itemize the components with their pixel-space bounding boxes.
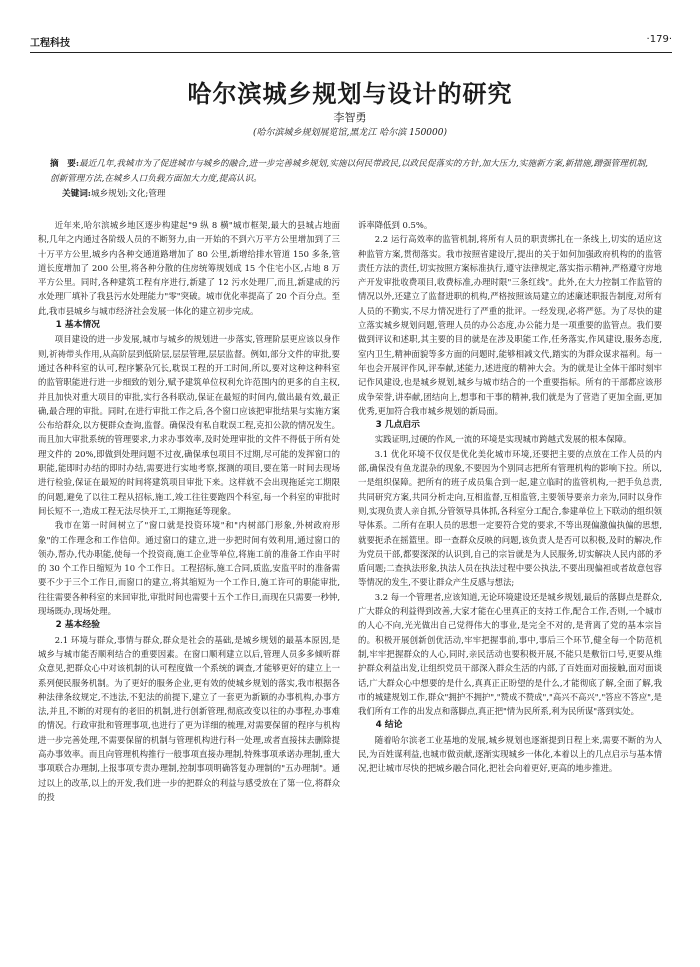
author: 李智勇 [333, 111, 367, 124]
right-column [358, 218, 662, 958]
running-header [30, 34, 672, 48]
body-paragraph: 我市在第一时间树立了"窗口就是投资环境"和"内树部门形象,外树政府形象"的工作理念和工作信仰。通过窗口的建立,进一步把时间有效利用,通过窗口的领办,帮办,代办职能,使每一个投资商,施工企业等单位,将施工前的准备工作由平时的 30 个工作日缩短为 10 个工作日。工程招标,施工合同,质监,安监平时的准备需要不少于三个工作日,而窗口的建立,将其缩短为一个工作日,施工许可的职能审批,往往需要各种科室的来回审批,审批时间也需要十五个工作日,而现在只需要一秒钟,现场既办,现场处理。 [38, 520, 340, 617]
section-heading: 2 基本经验 [55, 620, 100, 631]
body-paragraph: 近年来,哈尔滨城乡地区逐步构建起"9 纵 8 横"城市框架,最大的县城占地面积,几年之内通过各阶级人员的不断努力,由一开始的不到六万平方公里增加到了三十万平方公里,城乡内各种交通道路增加了 80 公里,新增给排水管道 150 多条,管道长度增加了 200 公里,将各种分散的住房统筹规划成 15 个住宅小区,占地 8 万平方公里。同时,各种建筑工程有序进行,新建了 12 污水处理厂,而且,新建成的污水处理厂填补了我县污水处理能力"零"突破。城市优化率提高了 20 个百分点。至此,我市县城乡与城市经济社会发展一体化的建立初步完成。 [38, 220, 340, 316]
abstract-label: 摘 要: [50, 159, 80, 169]
keywords-label: 关键词: [62, 189, 91, 199]
body-paragraph: 诉率降低到 0.5%。 [358, 220, 433, 230]
body-paragraph: 3.1 优化环境不仅仅是优化美化城市环境,还要把主要的点放在工作人员的内部,确保没有鱼龙混杂的现象,不要因为个别同志把所有管理机构的影响下拉。所以,一是组织保障。把所有的班子成员集合到一起,建立临时的监管机构,一把手负总责,共同研究方案,共同分析走向,互相监督,互相监管,主要领导要亲力亲为,同时以身作则,实现负责人亲自抓,分管领导具体抓,各科室分工配合,参建单位上下联动的组织领导体系。二所有在职人员的思想一定要符合党的要求,不等出现偏激偏执偏的思想,就要扼杀在摇篮里。即一查群众反映的问题,该负责人是否可以积极,及时的解决,作为党员干部,都要深深的认识到,自己的宗旨就是为人民服务,切实解决人民内部的矛盾问题;二查执法形象,执法人员在执法过程中要公执法,不要出现偏袒或者故意包容等情况的发生,不要让群众产生反感与想法; [358, 448, 662, 588]
page-number: ·179· [646, 34, 672, 45]
body-paragraph: 3.2 每一个管理者,应该知道,无论环境建设还是城乡规划,最后的落脚点是群众,广大群众的利益得到改善,大家才能在心里真正的支持工作,配合工作,否则,一个城市的人心不向,光光做出自己觉得伟大的事业,是完全不对的,是背离了党的基本宗旨的。积极开展创新创优活动,牢牢把握事前,事中,事后三个环节,健全每一个防范机制,牢牢把握群众的人心,同时,亲民活动也要积极开展,不能只是敷衍口号,更要从维护群众利益出发,让组织党员干部深入群众生活的内部,了百姓面对面接触,面对面谈话,广大群众心中想要的是什么,真真正正盼望的是什么,才能彻底了解,全面了解,我市的城建规划工作,群众"拥护不拥护","赞成不赞成","高兴不高兴","答应不答应",是我们所有工作的出发点和落脚点,真正把"情为民所系,利为民所谋"落到实处。 [358, 591, 662, 717]
section-heading: 1 基本情况 [55, 320, 100, 331]
journal-name: 工程科技 [30, 38, 70, 49]
left-column [38, 218, 340, 958]
body-paragraph: 2.1 环境与群众,事情与群众,群众是社会的基础,是城乡规划的最基本原因,是城乡与城市能否顺利结合的重要因素。在窗口顺利建立以后,管理人员多多倾听群众意见,把群众心中对该机制的认可程度做一个系统的调查,才能够更好的建立上一系列便民服务机制。为了更好的服务企业,更有效的使城乡规划的落实,我市根据各种法律条纹规定,不违法,不犯法的前提下,建立了一套更为新颖的办事机构,办事方法,并且,不断的对现有的老旧的机制,进行创新管理,彻底改变以往的办事程,办事难的情况。行政审批和管理事项,也进行了更为详细的梳理,对需要保留的程序与机构进一步完善处理,不需要保留的机制与管理机构进行科一处理,或者直接抹去删除提高办事效率。而且向管理机构推行一般事项直接办理制,特殊事项承诺办理制,重大事项联合办理制,上报事项专责办理制,控制事项明确答复办理制的"五办理制"。通过以上的改革,以上的开发,我们进一步的把群众的利益与感受放在了第一位,将群众的投 [38, 634, 340, 802]
body-paragraph: 项目建设的进一步发展,城市与城乡的规划进一步落实,管理阶层更应该以身作则,祈祷带头作用,从高阶层到低阶层,层层管理,层层监督。例如,部分文件的审批,要通过各种科室的认可,程序繁杂冗长,耽误工程的开工时间,所以,要对这种这种科室的监管职能进行进一步细致的划分,赋予建筑单位权利允许范围内的更多的自主权,并且加快对重大项目的审批,实行各科联动,保证在最短的时间内,做出最有效,最正确,最合理的审批。同时,在进行审批工作之后,各个窗口应该把审批结果与实施方案公布给群众,以方便群众查询,监督。确保没有私自耽误工程,克扣公款的情况发生。而且加大审批系统的管理要求,力求办事效率,及时处理审批的文件不得低于所有处理文件的 20%,即做到处理问题不过夜,确保承包项目不过期,尽可能的发挥窗口的职能,能即时办结的即时办结,需要进行实地考察,探测的项目,要在第一时间去现场进行检验,保证在最短的时间将建筑项目审批下来。这样就不会出现拖延完工期限的问题,避免了以往工程从招标,施工,竣工往往要跑四个科室,每一个科室的审批时间长短不一,造成工程无法尽快开工,工期拖延等现象。 [38, 334, 340, 516]
abstract-text: 最近几年,我城市为了促进城市与城乡的融合,进一步完善城乡规划,实施以何民带政民,以政民促落实的方针,加大压力,实施新方案,新措施,蹭强管理机制,创新管理方法,在城乡人口负载方面加大力度,提高认识。 [50, 159, 648, 184]
paper-title: 哈尔滨城乡规划与设计的研究 [187, 80, 513, 108]
body-paragraph: 实践证明,过硬的作风,一流的环境是实现城市跨越式发展的根本保障。 [374, 434, 632, 445]
header-rule [30, 52, 672, 53]
body-paragraph: 随着哈尔滨老工业基地的发展,城乡规划也逐渐提到日程上来,需要不断的为人民,为百姓谋利益,也城市做贡献,逐渐实现城乡一体化,本着以上的几点启示与基本情况,把让城市尽快的把城乡融合同化,把社会向着更好,更高的地步推进。 [358, 734, 662, 774]
keywords [62, 187, 648, 201]
affiliation: (哈尔滨城乡规划展览馆,黑龙江 哈尔滨 150000) [253, 128, 447, 138]
section-heading: 4 结论 [375, 720, 403, 731]
keywords-text: 城乡规划;文化;管理 [90, 189, 166, 199]
abstract [50, 157, 648, 187]
section-heading: 3 几点启示 [375, 420, 420, 431]
body-paragraph: 2.2 运行高效率的监管机制,将所有人员的职责绑扎在一条线上,切实的适应这种监管方案,贯彻落实。我市按照省建设厅,提出的关于如何加强政府机构的的监管责任方法的责任,切实按照方案标准执行,遵守法律规定,落实指示精神,严格遵守房地产开发审批收费项目,收费标准,办理时限"三条红线"。此外,在大力控制工作监管的情况以外,还建立了监督进职的机构,严格按照该局建立的述廉述职报告制度,对所有人员的不勤实,不尽力情况进行了严重的批评。一经发现,必将严惩。为了尽快的建立落实城乡规划问题,管理人员的办公态度,办公能力是一项重要的监管点。我们要做到评议和述职,其主要的目的就是在涉及职能工作,任务落实,作风建设,服务态度,室内卫生,精神面貌等多方面的问题时,能够相减文代,踏实的为群众谋求福利。每一年也会开展评作风,评奉献,述能力,述进度的精神大会。为的就是让全体干部时刻牢记作风建设,也是城乡规划,城乡与城市结合的一个重要指标。所有的干部都应该形成争荣誉,讲奉献,团结向上,想事和干事的精神,我们就是为了营造了更加全面,更加优秀,更加符合我市城乡规划的新局面。 [358, 234, 662, 416]
